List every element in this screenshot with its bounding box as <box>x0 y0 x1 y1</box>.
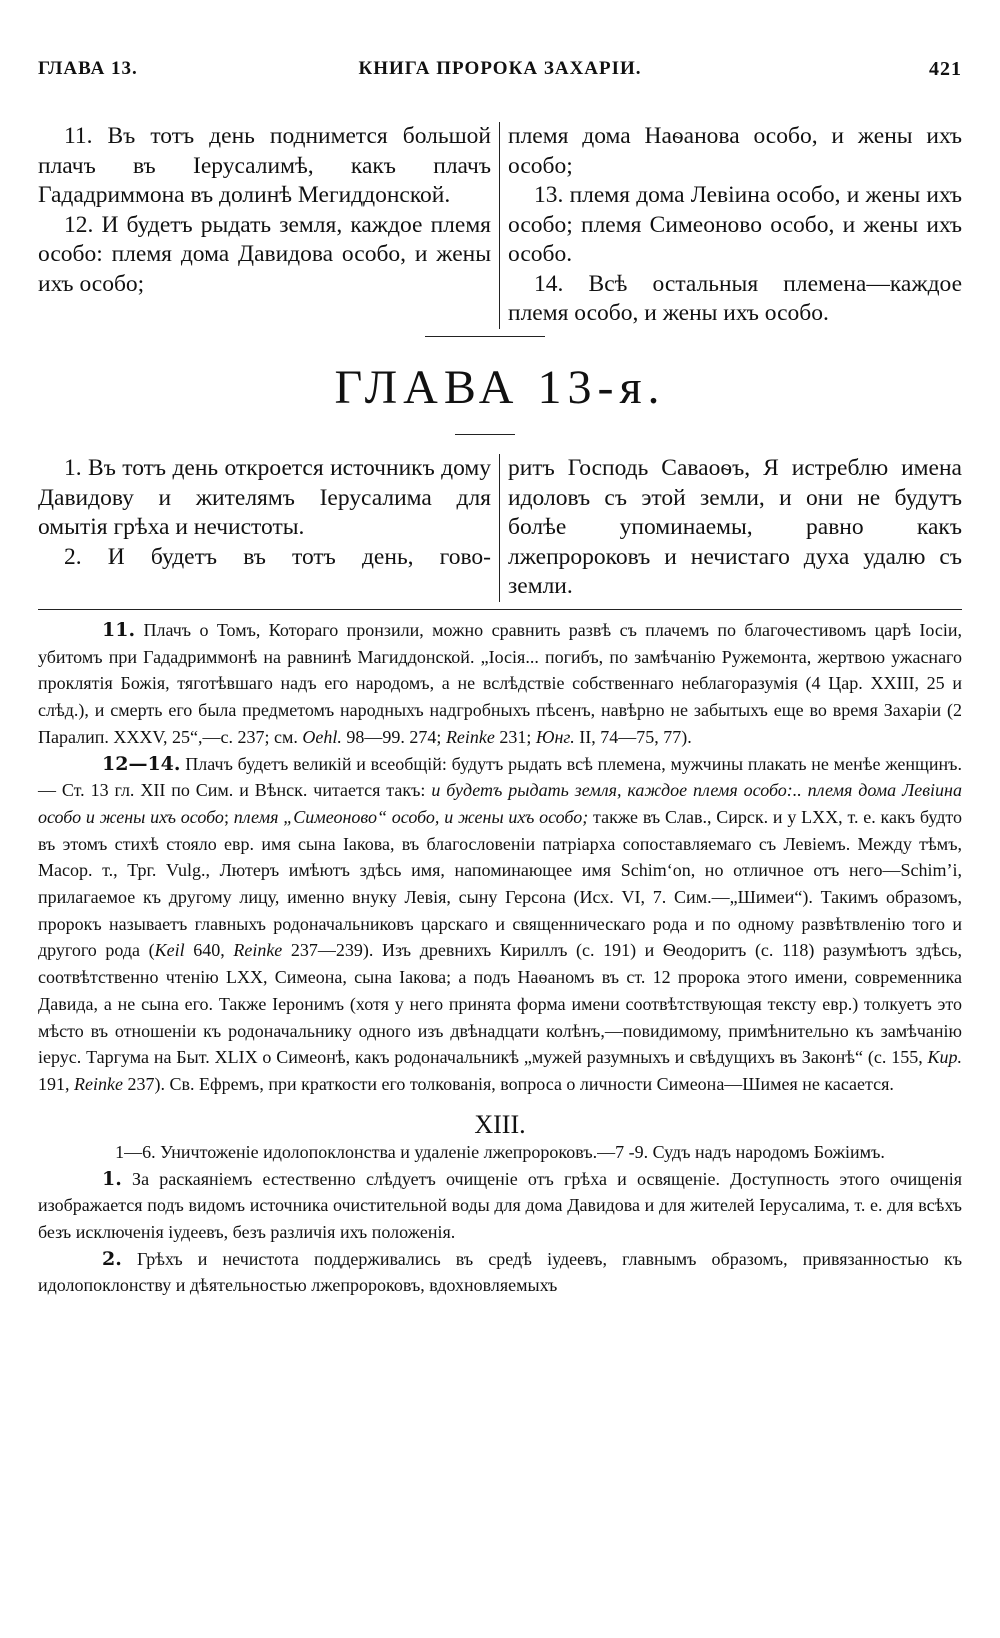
page-number: 421 <box>929 58 962 80</box>
commentary-verse-number: 12—14. <box>102 752 181 775</box>
verse-12: 12. И будетъ рыдать земля, каждое племя особо: племя дома Давидова особо, и жены ихъ особо; <box>38 211 491 297</box>
section-summary: 1—6. Уничтоженіе идолопоклонства и удаленіе лжепророковъ.—7 -9. Судъ надъ народомъ Божіимъ. <box>115 1141 885 1162</box>
section-numeral: XIII. <box>474 1109 526 1139</box>
running-header <box>38 58 962 88</box>
verse-14: 14. Всѣ остальныя племена—каждое племя особо, и жены ихъ особо. <box>508 270 962 326</box>
verse-12-continued: племя дома Наѳанова особо, и жены ихъ особо; <box>508 123 962 179</box>
chapter-verses-right-column <box>500 454 962 602</box>
commentary-paragraph-2: 2. Грѣхъ и нечистота поддерживались въ средѣ іудеевъ, главнымъ образомъ, привязанностью къ идолопоклонству и дѣятельностью лжепророковъ, вдохновляемыхъ <box>38 1247 962 1296</box>
chapter-title: ГЛАВА 13-я. <box>334 361 666 414</box>
verse-2: 2. И будетъ въ тотъ день, гово- <box>64 543 491 570</box>
verse-1: 1. Въ тотъ день откроется источникъ дому Давидову и жителямъ Іерусалима для омытія грѣха и нечистоты. <box>38 455 491 540</box>
commentary-paragraph-12-14: 12—14. Плачъ будетъ великій и всеобщій: будутъ рыдать всѣ племена, мужчины плакать не менѣе женщинъ. — Ст. 13 гл. XII по Сим. и Вѣнск. читается такъ: и будетъ рыдать земля, каждое племя особо:.. племя дома Левіина особо и жены ихъ особо; племя „Симеоново“ особо, и жены ихъ особо; также въ Слав., Сирск. и у LXX, т. е. какъ будто въ этомъ стихѣ стояло евр. имя сына Іакова, въ благословеніи патріарха сопоставляемаго съ Левіемъ. Между тѣмъ, Масор. т., Трг. Vulg., Лютеръ имѣютъ здѣсь имя, напоминающее имя Schim‘on, но отличное отъ него—Schim’i, прилагаемое къ другому лицу, именно внуку Левія, сыну Герсона (Исх. VI, 7. Сим.—„Шимеи“). Такимъ образомъ, пророкъ называетъ главныхъ родоначальниковъ царскаго и священническаго рода и по одному развѣтвленію того и другого рода (Keil 640, Reinke 237—239). Изъ древнихъ Кириллъ (с. 191) и Ѳеодоритъ (с. 118) разумѣютъ здѣсь, соотвѣтственно чтенію LXX, Симеона, сына Іакова; а подъ Наѳаномъ въ ст. 12 пророка этого имени, современника Давида, а не сына его. Также Іеронимъ (хотя у него принята форма имени соотвѣтствующая тексту евр.) толкуетъ это мѣсто въ отношеніи къ родоначальнику одного изъ двѣнадцати колѣнъ,—повидимому, примѣнительно къ замѣчанію іерус. Таргума на Быт. XLIX о Симеонѣ, какъ родоначальникѣ „мужей разумныхъ и свѣдущихъ въ Законѣ“ (с. 155, Кир. 191, Reinke 237). Св. Ефремъ, при краткости его толкованія, вопроса о личности Симеона—Шимея не касается. <box>38 752 962 1094</box>
commentary-verse-number: 2. <box>102 1247 122 1270</box>
divider-below-title <box>455 434 515 435</box>
commentary-paragraph-11: 11. Плачъ о Томъ, Котораго пронзили, можно сравнить развѣ съ плачемъ по благочестивомъ царѣ Іосіи, убитомъ при Гададриммонѣ на равнинѣ Магиддонской. „Іосія... погибъ, по замѣчанію Ружемонта, жертвою ужаснаго проклятія Божія, тяготѣвшаго надъ его народомъ, а не вслѣдствіе собственнаго неблагоразумія (4 Цар. XXIII, 25 и слѣд.), и смерть его была предметомъ народныхъ надгробныхъ пѣсенъ, навѣрно не забытыхъ еще во время Захаріи (2 Паралип. XXXV, 25“,—с. 237; см. Oehl. 98—99. 274; Reinke 231; Юнг. II, 74—75, 77). <box>38 619 962 747</box>
divider-above-title <box>425 336 545 337</box>
top-verses-left-column <box>38 122 500 329</box>
header-book-title: КНИГА ПРОРОКА ЗАХАРІИ. <box>358 58 642 79</box>
chapter-verses-left-column <box>38 454 500 602</box>
header-chapter: ГЛАВА 13. <box>38 58 138 79</box>
commentary <box>38 617 962 1299</box>
verse-13: 13. племя дома Левіина особо, и жены ихъ особо; племя Симеоново особо, и жены ихъ особо. <box>508 182 962 267</box>
commentary-divider <box>38 609 962 610</box>
commentary-verse-number: 11. <box>102 619 136 641</box>
commentary-verse-number: 1. <box>102 1167 122 1190</box>
commentary-paragraph-1: 1. За раскаяніемъ естественно слѣдуетъ очищеніе отъ грѣха и освященіе. Доступность этого очищенія изображается подъ видомъ источника очистительной воды для дома Давидова и для жителей Іерусалима, т. е. для всѣхъ безъ исключенія іудеевъ, безъ различія ихъ положенія. <box>38 1167 962 1243</box>
top-verses <box>38 122 962 329</box>
chapter-verses <box>38 454 962 602</box>
verse-11: 11. Въ тотъ день поднимется большой плачъ въ Іерусалимѣ, какъ плачъ Гададриммона въ долинѣ Мегиддонской. <box>38 123 491 208</box>
top-verses-right-column <box>500 122 962 329</box>
verse-2-continued: ритъ Господь Саваоѳъ, Я истреблю имена идоловъ съ этой земли, и они не будутъ болѣе упоминаемы, равно какъ лжепророковъ и нечистаго духа удалю съ земли. <box>508 455 962 599</box>
